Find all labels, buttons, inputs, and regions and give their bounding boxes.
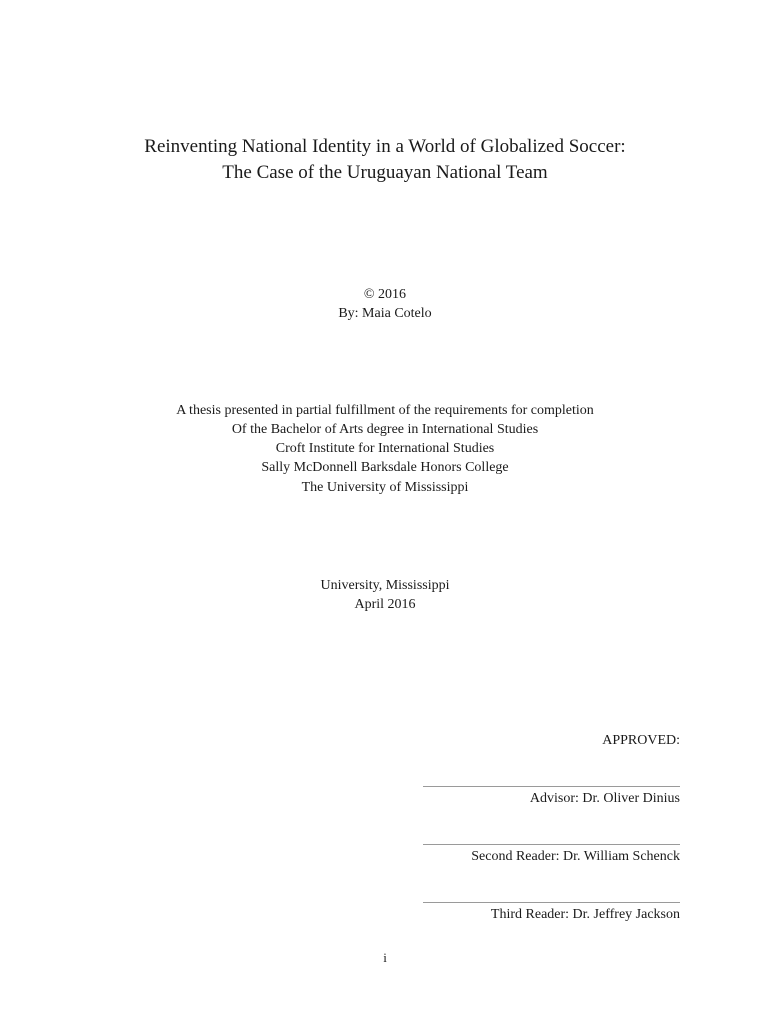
signature-line-second-reader bbox=[423, 844, 680, 845]
thesis-statement-line-4: Sally McDonnell Barksdale Honors College bbox=[261, 460, 509, 475]
signature-advisor: Advisor: Dr. Oliver Dinius bbox=[529, 791, 680, 806]
signature-line-third-reader bbox=[423, 902, 680, 903]
thesis-statement-line-1: A thesis presented in partial fulfillment of the requirements for completion bbox=[176, 403, 594, 418]
approved-heading: APPROVED: bbox=[602, 733, 680, 748]
thesis-statement-line-2: Of the Bachelor of Arts degree in International Studies bbox=[231, 422, 539, 437]
location-place: University, Mississippi bbox=[320, 578, 450, 593]
copyright-year: © 2016 bbox=[363, 287, 407, 302]
location-date: April 2016 bbox=[354, 597, 416, 612]
signature-line-advisor bbox=[423, 786, 680, 787]
author-line: By: Maia Cotelo bbox=[338, 306, 432, 321]
signature-third-reader: Third Reader: Dr. Jeffrey Jackson bbox=[490, 907, 680, 922]
thesis-statement-line-5: The University of Mississippi bbox=[301, 480, 469, 495]
thesis-title-line-1: Reinventing National Identity in a World of Globalized Soccer: bbox=[144, 136, 626, 157]
thesis-title-line-2: The Case of the Uruguayan National Team bbox=[222, 162, 548, 183]
signature-second-reader: Second Reader: Dr. William Schenck bbox=[471, 849, 680, 864]
page-number: i bbox=[383, 950, 387, 965]
thesis-statement-line-3: Croft Institute for International Studies bbox=[275, 441, 495, 456]
